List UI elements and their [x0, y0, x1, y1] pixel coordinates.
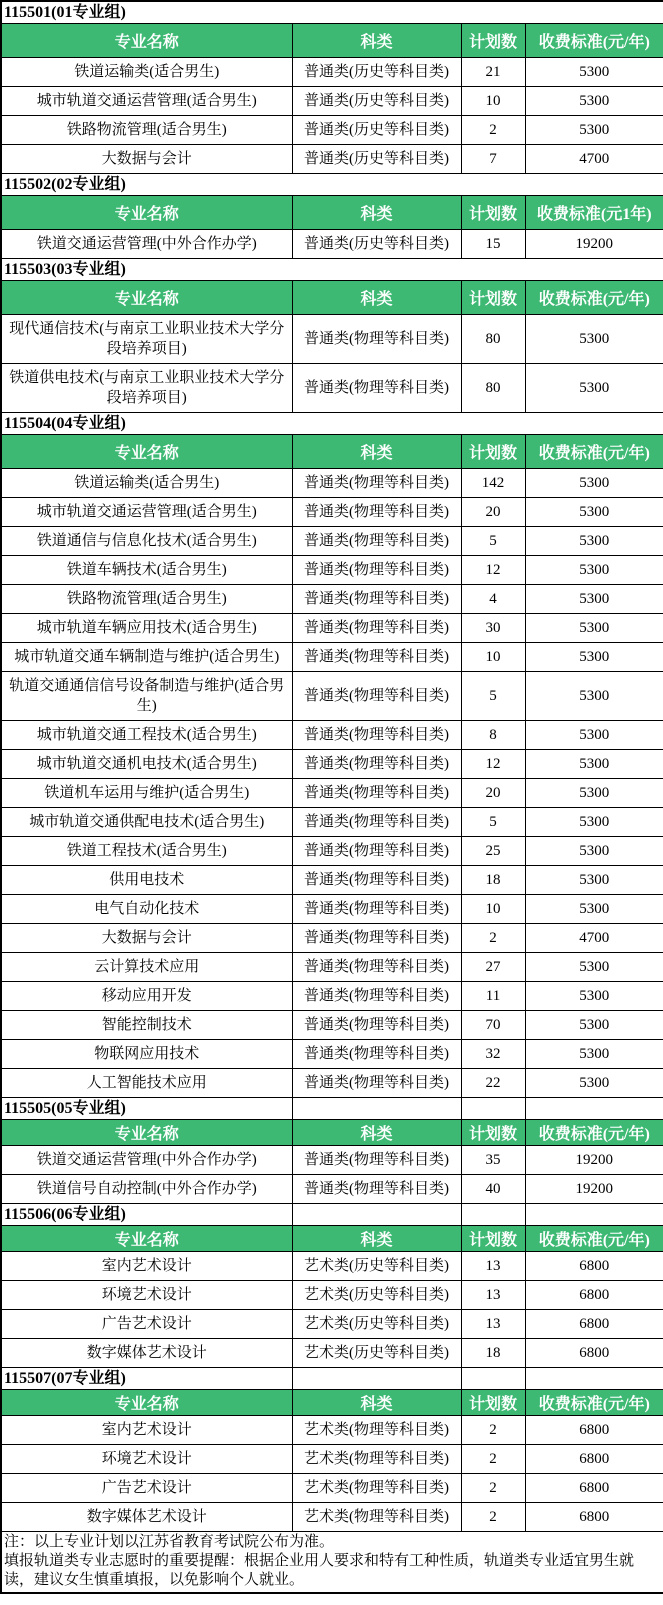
- fee-cell: 5300: [525, 364, 663, 413]
- fee-cell: 6800: [525, 1252, 663, 1281]
- category-cell: 普通类(物理等科目类): [292, 808, 461, 837]
- column-header-category: 科类: [292, 196, 461, 230]
- group-label-empty-cell: [461, 1204, 525, 1226]
- column-header-major: 专业名称: [1, 196, 292, 230]
- fee-cell: 5300: [525, 953, 663, 982]
- category-cell: 普通类(物理等科目类): [292, 1146, 461, 1175]
- column-header-plan-count: 计划数: [461, 1120, 525, 1146]
- category-cell: 普通类(物理等科目类): [292, 779, 461, 808]
- fee-cell: 5300: [525, 866, 663, 895]
- category-cell: 艺术类(历史等科目类): [292, 1310, 461, 1339]
- group-label-row: [1, 1098, 663, 1120]
- fee-cell: 5300: [525, 721, 663, 750]
- major-cell: 铁道车辆技术(适合男生): [1, 556, 292, 585]
- plan-count-cell: 2: [461, 1416, 525, 1445]
- plan-count-cell: 2: [461, 924, 525, 953]
- plan-count-cell: 7: [461, 145, 525, 174]
- table-row: [1, 1040, 663, 1069]
- fee-cell: 19200: [525, 230, 663, 259]
- category-cell: 普通类(物理等科目类): [292, 895, 461, 924]
- plan-count-cell: 12: [461, 750, 525, 779]
- fee-cell: 6800: [525, 1339, 663, 1368]
- table-row: [1, 1416, 663, 1445]
- group-label-empty-cell: [461, 1098, 525, 1120]
- plan-count-cell: 8: [461, 721, 525, 750]
- major-cell: 轨道交通通信信号设备制造与维护(适合男生): [1, 672, 292, 721]
- fee-cell: 19200: [525, 1175, 663, 1204]
- category-cell: 普通类(历史等科目类): [292, 116, 461, 145]
- table-row: [1, 469, 663, 498]
- column-header-fee: 收费标准(元/年): [525, 435, 663, 469]
- major-cell: 电气自动化技术: [1, 895, 292, 924]
- column-header-fee: 收费标准(元/年): [525, 1226, 663, 1252]
- category-cell: 普通类(物理等科目类): [292, 364, 461, 413]
- table-row: [1, 364, 663, 413]
- category-cell: 普通类(物理等科目类): [292, 527, 461, 556]
- table-row: [1, 527, 663, 556]
- plan-count-cell: 20: [461, 779, 525, 808]
- table-row: [1, 1011, 663, 1040]
- category-cell: 普通类(物理等科目类): [292, 672, 461, 721]
- column-header-plan-count: 计划数: [461, 1390, 525, 1416]
- table-row: [1, 1503, 663, 1532]
- fee-cell: 6800: [525, 1416, 663, 1445]
- group-label-empty-cell: [292, 1204, 461, 1226]
- table-row: [1, 750, 663, 779]
- group-label: 115504(04专业组): [1, 413, 663, 435]
- fee-cell: 5300: [525, 87, 663, 116]
- fee-cell: 5300: [525, 1040, 663, 1069]
- group-label-row: [1, 174, 663, 196]
- column-header-plan-count: 计划数: [461, 1226, 525, 1252]
- major-cell: 城市轨道交通车辆制造与维护(适合男生): [1, 643, 292, 672]
- group-label-empty-cell: [461, 1368, 525, 1390]
- category-cell: 普通类(物理等科目类): [292, 837, 461, 866]
- table-row: [1, 672, 663, 721]
- column-header-row: [1, 1390, 663, 1416]
- plan-count-cell: 25: [461, 837, 525, 866]
- major-cell: 智能控制技术: [1, 1011, 292, 1040]
- category-cell: 艺术类(历史等科目类): [292, 1252, 461, 1281]
- plan-count-cell: 21: [461, 58, 525, 87]
- fee-cell: 5300: [525, 1011, 663, 1040]
- table-row: [1, 1339, 663, 1368]
- footer-note: 填报轨道类专业志愿时的重要提醒：根据企业用人要求和特有工种性质，轨道类专业适宜男生就读，建议女生慎重填报，以免影响个人就业。: [4, 1553, 635, 1588]
- category-cell: 普通类(物理等科目类): [292, 750, 461, 779]
- column-header-plan-count: 计划数: [461, 281, 525, 315]
- table-row: [1, 895, 663, 924]
- fee-cell: 5300: [525, 58, 663, 87]
- table-row: [1, 1445, 663, 1474]
- table-row: [1, 808, 663, 837]
- category-cell: 普通类(历史等科目类): [292, 230, 461, 259]
- table-row: [1, 1474, 663, 1503]
- table-row: [1, 721, 663, 750]
- plan-count-cell: 11: [461, 982, 525, 1011]
- group-label: 115507(07专业组): [1, 1368, 292, 1390]
- column-header-category: 科类: [292, 435, 461, 469]
- fee-cell: 5300: [525, 837, 663, 866]
- fee-cell: 6800: [525, 1503, 663, 1532]
- major-cell: 城市轨道交通运营管理(适合男生): [1, 498, 292, 527]
- plan-count-cell: 18: [461, 1339, 525, 1368]
- major-cell: 城市轨道交通机电技术(适合男生): [1, 750, 292, 779]
- column-header-row: [1, 1120, 663, 1146]
- column-header-fee: 收费标准(元/年): [525, 1390, 663, 1416]
- major-cell: 广告艺术设计: [1, 1474, 292, 1503]
- fee-cell: 5300: [525, 779, 663, 808]
- plan-count-cell: 5: [461, 672, 525, 721]
- group-label-empty-cell: [525, 1204, 663, 1226]
- column-header-fee: 收费标准(元/年): [525, 24, 663, 58]
- footer-notes: [1, 1532, 663, 1594]
- major-cell: 铁路物流管理(适合男生): [1, 116, 292, 145]
- column-header-fee: 收费标准(元1年): [525, 196, 663, 230]
- category-cell: 普通类(历史等科目类): [292, 87, 461, 116]
- major-cell: 铁道运输类(适合男生): [1, 469, 292, 498]
- category-cell: 普通类(物理等科目类): [292, 556, 461, 585]
- plan-count-cell: 13: [461, 1310, 525, 1339]
- major-cell: 广告艺术设计: [1, 1310, 292, 1339]
- plan-table-body: [1, 1, 663, 1593]
- column-header-row: [1, 1226, 663, 1252]
- plan-count-cell: 2: [461, 1445, 525, 1474]
- table-row: [1, 556, 663, 585]
- group-label: 115501(01专业组): [1, 1, 663, 24]
- column-header-row: [1, 435, 663, 469]
- category-cell: 艺术类(物理等科目类): [292, 1416, 461, 1445]
- major-cell: 大数据与会计: [1, 924, 292, 953]
- major-cell: 城市轨道交通工程技术(适合男生): [1, 721, 292, 750]
- fee-cell: 5300: [525, 1069, 663, 1098]
- category-cell: 普通类(物理等科目类): [292, 315, 461, 364]
- fee-cell: 5300: [525, 469, 663, 498]
- category-cell: 艺术类(历史等科目类): [292, 1339, 461, 1368]
- column-header-major: 专业名称: [1, 1120, 292, 1146]
- group-label-empty-cell: [292, 1098, 461, 1120]
- table-row: [1, 1252, 663, 1281]
- plan-count-cell: 4: [461, 585, 525, 614]
- major-cell: 铁道交通运营管理(中外合作办学): [1, 1146, 292, 1175]
- fee-cell: 5300: [525, 556, 663, 585]
- table-row: [1, 1281, 663, 1310]
- table-row: [1, 866, 663, 895]
- column-header-category: 科类: [292, 1226, 461, 1252]
- category-cell: 普通类(物理等科目类): [292, 469, 461, 498]
- group-label: 115505(05专业组): [1, 1098, 292, 1120]
- fee-cell: 6800: [525, 1281, 663, 1310]
- major-cell: 室内艺术设计: [1, 1416, 292, 1445]
- major-cell: 供用电技术: [1, 866, 292, 895]
- column-header-major: 专业名称: [1, 281, 292, 315]
- column-header-fee: 收费标准(元/年): [525, 281, 663, 315]
- plan-count-cell: 2: [461, 1503, 525, 1532]
- table-row: [1, 1146, 663, 1175]
- table-row: [1, 585, 663, 614]
- plan-count-cell: 80: [461, 364, 525, 413]
- major-cell: 铁道信号自动控制(中外合作办学): [1, 1175, 292, 1204]
- plan-count-cell: 10: [461, 87, 525, 116]
- major-cell: 人工智能技术应用: [1, 1069, 292, 1098]
- table-row: [1, 982, 663, 1011]
- column-header-plan-count: 计划数: [461, 435, 525, 469]
- plan-count-cell: 70: [461, 1011, 525, 1040]
- major-cell: 铁道交通运营管理(中外合作办学): [1, 230, 292, 259]
- group-label: 115502(02专业组): [1, 174, 663, 196]
- group-label-empty-cell: [292, 1368, 461, 1390]
- group-label-row: [1, 1, 663, 24]
- plan-count-cell: 13: [461, 1281, 525, 1310]
- fee-cell: 5300: [525, 808, 663, 837]
- fee-cell: 5300: [525, 315, 663, 364]
- plan-count-cell: 5: [461, 808, 525, 837]
- column-header-major: 专业名称: [1, 24, 292, 58]
- plan-count-cell: 15: [461, 230, 525, 259]
- category-cell: 普通类(历史等科目类): [292, 145, 461, 174]
- table-row: [1, 1310, 663, 1339]
- plan-count-cell: 27: [461, 953, 525, 982]
- category-cell: 普通类(物理等科目类): [292, 1175, 461, 1204]
- footer-note: 注：以上专业计划以江苏省教育考试院公布为准。: [4, 1534, 335, 1550]
- major-cell: 城市轨道交通供配电技术(适合男生): [1, 808, 292, 837]
- major-cell: 铁道运输类(适合男生): [1, 58, 292, 87]
- category-cell: 普通类(物理等科目类): [292, 1011, 461, 1040]
- table-row: [1, 837, 663, 866]
- table-row: [1, 498, 663, 527]
- fee-cell: 4700: [525, 145, 663, 174]
- plan-count-cell: 142: [461, 469, 525, 498]
- group-label-row: [1, 1368, 663, 1390]
- major-cell: 移动应用开发: [1, 982, 292, 1011]
- major-cell: 现代通信技术(与南京工业职业技术大学分段培养项目): [1, 315, 292, 364]
- category-cell: 普通类(物理等科目类): [292, 924, 461, 953]
- table-row: [1, 315, 663, 364]
- plan-count-cell: 40: [461, 1175, 525, 1204]
- category-cell: 普通类(物理等科目类): [292, 721, 461, 750]
- fee-cell: 6800: [525, 1474, 663, 1503]
- table-row: [1, 1175, 663, 1204]
- table-row: [1, 1069, 663, 1098]
- major-cell: 铁道供电技术(与南京工业职业技术大学分段培养项目): [1, 364, 292, 413]
- plan-count-cell: 80: [461, 315, 525, 364]
- column-header-major: 专业名称: [1, 1390, 292, 1416]
- fee-cell: 5300: [525, 750, 663, 779]
- column-header-plan-count: 计划数: [461, 24, 525, 58]
- major-cell: 物联网应用技术: [1, 1040, 292, 1069]
- major-cell: 铁道工程技术(适合男生): [1, 837, 292, 866]
- category-cell: 艺术类(物理等科目类): [292, 1474, 461, 1503]
- group-label-empty-cell: [525, 1368, 663, 1390]
- category-cell: 普通类(物理等科目类): [292, 585, 461, 614]
- table-row: [1, 953, 663, 982]
- plan-count-cell: 13: [461, 1252, 525, 1281]
- group-label-row: [1, 1204, 663, 1226]
- major-cell: 铁道机车运用与维护(适合男生): [1, 779, 292, 808]
- category-cell: 普通类(物理等科目类): [292, 1069, 461, 1098]
- group-label-empty-cell: [525, 1098, 663, 1120]
- major-cell: 环境艺术设计: [1, 1445, 292, 1474]
- fee-cell: 4700: [525, 924, 663, 953]
- column-header-row: [1, 196, 663, 230]
- major-cell: 大数据与会计: [1, 145, 292, 174]
- fee-cell: 5300: [525, 643, 663, 672]
- plan-count-cell: 5: [461, 527, 525, 556]
- plan-count-cell: 10: [461, 895, 525, 924]
- plan-count-cell: 20: [461, 498, 525, 527]
- category-cell: 普通类(物理等科目类): [292, 953, 461, 982]
- category-cell: 艺术类(物理等科目类): [292, 1445, 461, 1474]
- fee-cell: 5300: [525, 614, 663, 643]
- major-cell: 云计算技术应用: [1, 953, 292, 982]
- table-row: [1, 116, 663, 145]
- plan-count-cell: 32: [461, 1040, 525, 1069]
- plan-count-cell: 22: [461, 1069, 525, 1098]
- footer-row: [1, 1532, 663, 1594]
- fee-cell: 5300: [525, 982, 663, 1011]
- fee-cell: 6800: [525, 1445, 663, 1474]
- category-cell: 普通类(物理等科目类): [292, 498, 461, 527]
- category-cell: 普通类(物理等科目类): [292, 614, 461, 643]
- table-row: [1, 779, 663, 808]
- major-cell: 数字媒体艺术设计: [1, 1339, 292, 1368]
- column-header-category: 科类: [292, 1390, 461, 1416]
- group-label: 115503(03专业组): [1, 259, 663, 281]
- table-row: [1, 614, 663, 643]
- category-cell: 普通类(物理等科目类): [292, 643, 461, 672]
- group-label: 115506(06专业组): [1, 1204, 292, 1226]
- major-cell: 铁道通信与信息化技术(适合男生): [1, 527, 292, 556]
- major-cell: 城市轨道车辆应用技术(适合男生): [1, 614, 292, 643]
- table-row: [1, 230, 663, 259]
- table-row: [1, 643, 663, 672]
- fee-cell: 5300: [525, 585, 663, 614]
- column-header-category: 科类: [292, 1120, 461, 1146]
- fee-cell: 5300: [525, 527, 663, 556]
- column-header-row: [1, 281, 663, 315]
- group-label-row: [1, 413, 663, 435]
- fee-cell: 5300: [525, 498, 663, 527]
- major-cell: 城市轨道交通运营管理(适合男生): [1, 87, 292, 116]
- fee-cell: 6800: [525, 1310, 663, 1339]
- plan-count-cell: 18: [461, 866, 525, 895]
- plan-count-cell: 12: [461, 556, 525, 585]
- column-header-row: [1, 24, 663, 58]
- column-header-plan-count: 计划数: [461, 196, 525, 230]
- table-row: [1, 924, 663, 953]
- column-header-category: 科类: [292, 281, 461, 315]
- category-cell: 普通类(历史等科目类): [292, 58, 461, 87]
- major-cell: 铁路物流管理(适合男生): [1, 585, 292, 614]
- fee-cell: 5300: [525, 116, 663, 145]
- column-header-category: 科类: [292, 24, 461, 58]
- major-cell: 数字媒体艺术设计: [1, 1503, 292, 1532]
- column-header-major: 专业名称: [1, 1226, 292, 1252]
- category-cell: 艺术类(物理等科目类): [292, 1503, 461, 1532]
- category-cell: 普通类(物理等科目类): [292, 982, 461, 1011]
- plan-count-cell: 2: [461, 116, 525, 145]
- column-header-major: 专业名称: [1, 435, 292, 469]
- plan-count-cell: 2: [461, 1474, 525, 1503]
- fee-cell: 5300: [525, 672, 663, 721]
- table-row: [1, 58, 663, 87]
- table-row: [1, 87, 663, 116]
- category-cell: 艺术类(历史等科目类): [292, 1281, 461, 1310]
- category-cell: 普通类(物理等科目类): [292, 866, 461, 895]
- group-label-row: [1, 259, 663, 281]
- fee-cell: 5300: [525, 895, 663, 924]
- plan-count-cell: 30: [461, 614, 525, 643]
- major-cell: 室内艺术设计: [1, 1252, 292, 1281]
- category-cell: 普通类(物理等科目类): [292, 1040, 461, 1069]
- plan-count-cell: 10: [461, 643, 525, 672]
- column-header-fee: 收费标准(元/年): [525, 1120, 663, 1146]
- table-row: [1, 145, 663, 174]
- fee-cell: 19200: [525, 1146, 663, 1175]
- major-cell: 环境艺术设计: [1, 1281, 292, 1310]
- plan-count-cell: 35: [461, 1146, 525, 1175]
